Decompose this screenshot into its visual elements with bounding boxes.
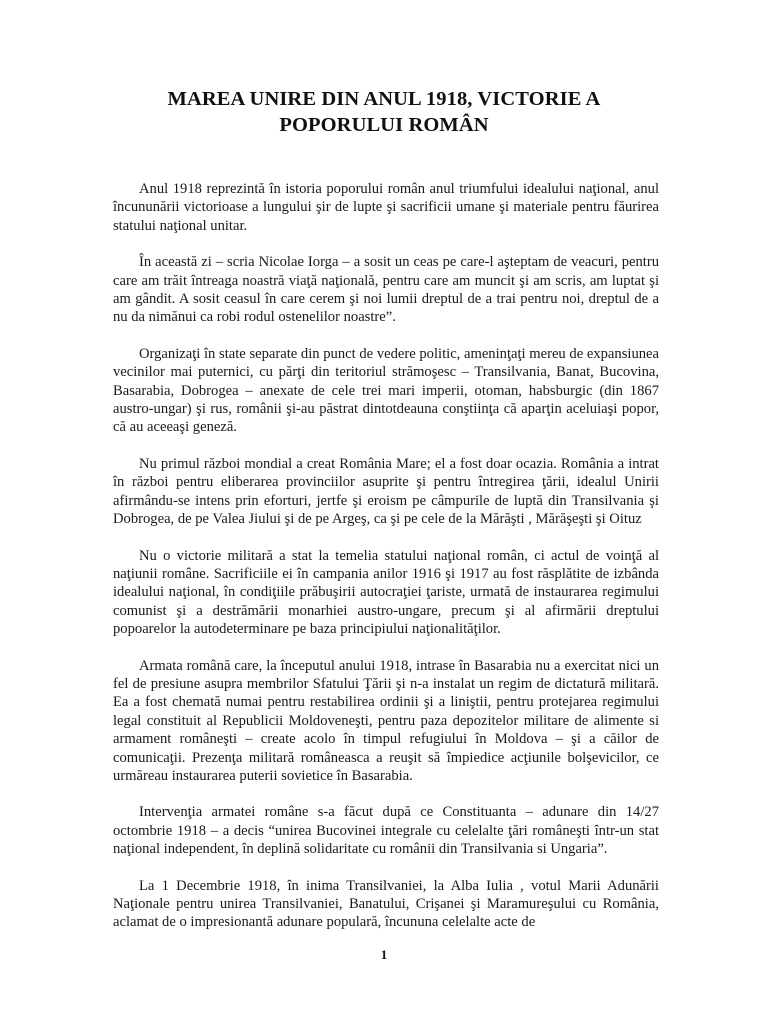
paragraph: Nu primul război mondial a creat România Mare; el a fost doar ocazia. România a intrat în război pentru eliberarea provinciilor asuprite şi pentru întregirea ţării, idealul Unirii afirmându-se intens prin eforturi, jertfe şi eroism pe câmpurile de luptă din Transilvania şi Dobrogea, de pe Valea Jiului şi de pe Argeş, ca şi pe cele de la Mărăşti , Mărăşeşti şi Oituz — [113, 455, 659, 528]
paragraph: Organizaţi în state separate din punct de vedere politic, ameninţaţi mereu de expansiunea vecinilor mai puternici, cu părţi din teritoriul strămoşesc – Transilvania, Banat, Bucovina, Basarabia, Dobrogea – anexate de cele trei mari imperii, otoman, habsburgic (din 1867 austro-ungar) şi rus, românii şi-au păstrat dintotdeauna conştiinţa că aparţin aceluiaşi popor, că au aceeaşi geneză. — [113, 345, 659, 436]
page-title — [100, 86, 668, 138]
paragraph: În această zi – scria Nicolae Iorga – a sosit un ceas pe care-l aşteptam de veacuri, pentru care am trăit întreaga noastră viaţă naţională, pentru care am muncit şi am scris, am luptat şi am gândit. A sosit ceasul în care cerem şi noi lumii dreptul de a trai pentru noi, dreptul de a nu da nimănui ca robi rodul ostenelilor noastre”. — [113, 254, 659, 326]
title-line-1: MAREA UNIRE DIN ANUL 1918, VICTORIE A — [167, 88, 601, 110]
paragraph: Nu o victorie militară a stat la temelia statului naţional român, ci actul de voinţă al naţiunii române. Sacrificiile ei în campania anilor 1916 şi 1917 au fost răsplătite de izbânda idealului naţional, în condiţiile prăbuşirii autocraţiei ţariste, urmată de instaurarea regimului comunist şi a destrămării monarhiei austro-ungare, precum şi al afirmării dreptului popoarelor la autodeterminare pe baza principiului naţionalităţilor. — [113, 547, 659, 638]
paragraph: Intervenţia armatei române s-a făcut după ce Constituanta – adunare din 14/27 octombrie 1918 – a decis “unirea Bucovinei integrale cu celelalte ţări româneşti într-un stat naţional independent, în deplină solidaritate cu românii din Transilvania si Ungaria”. — [113, 804, 659, 858]
paragraph: Anul 1918 reprezintă în istoria poporului român anul triumfului idealului naţional, anul încununării victorioase a lungului şir de lupte şi sacrificii umane şi materiale pentru făurirea statului naţional unitar. — [113, 181, 659, 234]
paragraph: La 1 Decembrie 1918, în inima Transilvaniei, la Alba Iulia , votul Marii Adunării Naţionale pentru unirea Transilvaniei, Banatului, Crişanei şi Maramureşului cu România, aclamat de o impresionantă adunare populară, încununa celelalte acte de — [113, 877, 659, 931]
page-number: 1 — [380, 947, 388, 962]
paragraph: Armata română care, la începutul anului 1918, intrase în Basarabia nu a exercitat nici un fel de presiune asupra membrilor Sfatului Ţării şi n-a instalat un regim de dictatură militară. Ea a fost chemată numai pentru restabilirea ordinii şi a liniştii, pentru protejarea regimului legal constituit al Republicii Moldoveneşti, pentru paza depozitelor militare de alimente si armament româneşti – create acolo în timpul refugiului în Moldova – şi a căilor de comunicaţii. Prezenţa militară româneasca a reuşit să împiedice acţiunile bolşevicilor, ce urmăreau instaurarea puterii sovietice în Basarabia. — [113, 657, 659, 784]
document-body — [113, 180, 659, 950]
title-line-2: POPORULUI ROMÂN — [279, 114, 489, 136]
